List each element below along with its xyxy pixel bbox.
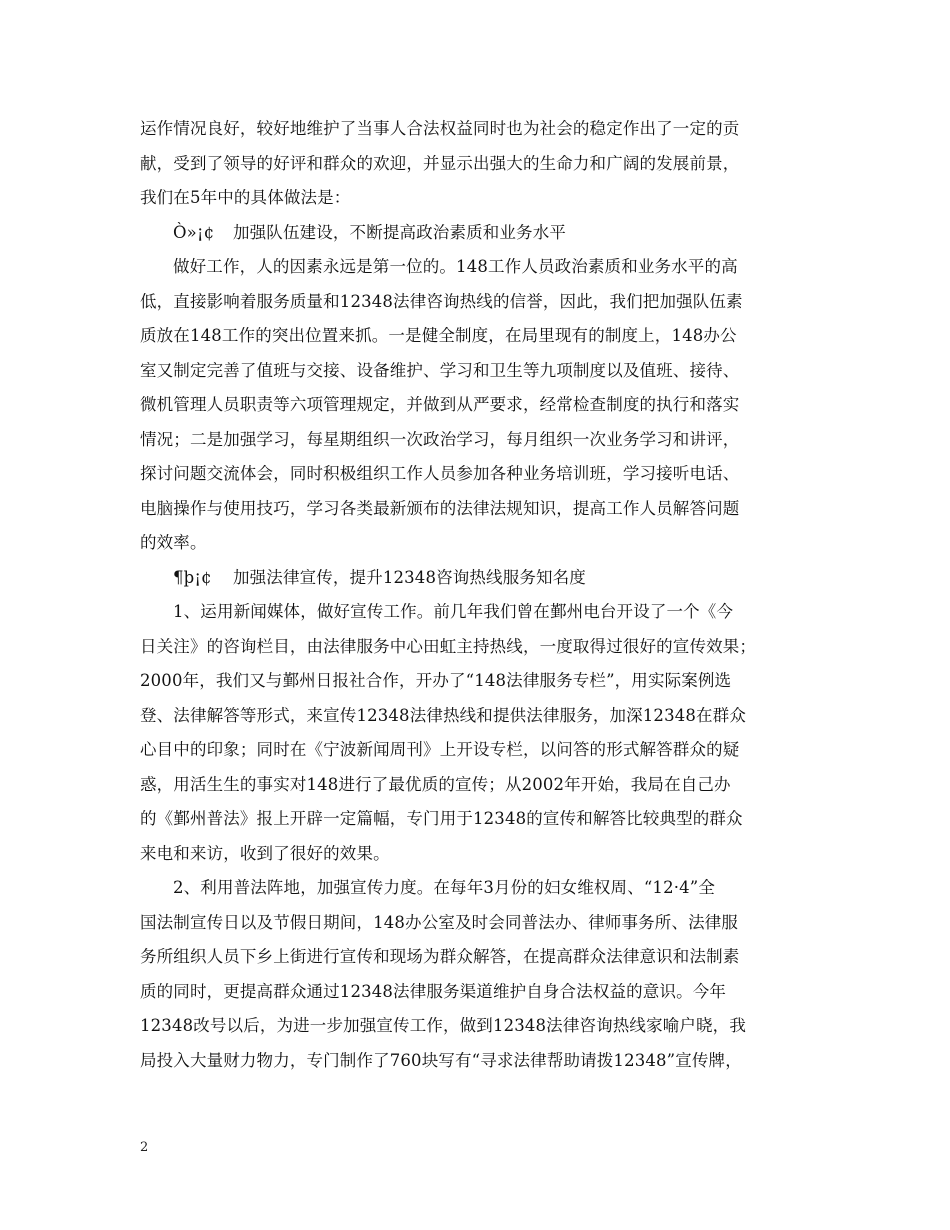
line-text: 登、法律解答等形式，来宣传12348法律热线和提供法律服务，加深12348在群众 [140,705,746,725]
text-line [140,181,830,216]
text-line [140,630,830,665]
line-text: 质的同时，更提高群众通过12348法律服务渠道维护自身合法权益的意识。今年 [140,981,727,1001]
text-line [140,699,830,734]
page-number: 2 [140,1140,149,1155]
text-line [140,250,830,285]
line-text: 加强队伍建设，不断提高政治素质和业务水平 [233,222,566,242]
text-line [140,906,830,941]
text-line [140,975,830,1010]
text-line [140,147,830,182]
text-line [140,492,830,527]
section-heading [140,561,830,596]
line-text: 的《鄞州普法》报上开辟一定篇幅，专门用于12348的宣传和解答比较典型的群众 [140,809,743,828]
text-line [140,285,830,320]
text-line [140,319,830,354]
text-line [140,388,830,423]
line-text: 国法制宣传日以及节假日期间，148办公室及时会同普法办、律师事务所、法律服 [140,912,739,932]
line-text: 做好工作，人的因素永远是第一位的。148工作人员政治素质和业务水平的高 [173,257,738,276]
text-line [140,802,830,837]
line-text: 2、利用普法阵地，加强宣传力度。在每年3月份的妇女维权周、“12·4”全 [173,878,716,897]
text-line [140,940,830,975]
line-text: 惑，用活生生的事实对148进行了最优质的宣传；从2002年开始，我局在自己办 [140,774,731,794]
line-text: 探讨问题交流体会，同时积极组织工作人员参加各种业务培训班，学习接听电话、 [140,464,740,483]
text-line [140,1044,830,1079]
line-text: 12348改号以后，为进一步加强宣传工作，做到12348法律咨询热线家喻户晓，我 [140,1016,746,1035]
text-line [140,871,830,906]
text-line [140,423,830,458]
text-line [140,837,830,872]
line-text: 的效率。 [140,533,207,552]
line-text: 心目中的印象；同时在《宁波新闻周刊》上开设专栏，以问答的形式解答群众的疑 [140,740,740,759]
line-text: 微机管理人员职责等六项管理规定，并做到从严要求，经常检查制度的执行和落实 [140,395,740,414]
line-text: 局投入大量财力物力，专门制作了760块写有“寻求法律帮助请拨12348”宣传牌， [140,1050,742,1070]
line-text: 务所组织人员下乡上街进行宣传和现场为群众解答，在提高群众法律意识和法制素 [140,947,740,966]
heading-marker: Ò»¡¢ [173,222,215,242]
line-text: 献，受到了领导的好评和群众的欢迎，并显示出强大的生命力和广阔的发展前景， [140,153,740,173]
text-line [140,595,830,630]
text-line [140,664,830,699]
text-line [140,733,830,768]
line-text: 日关注》的咨询栏目，由法律服务中心田虹主持热线，一度取得过很好的宣传效果； [140,636,757,656]
text-line [140,526,830,561]
line-text: 运作情况良好，较好地维护了当事人合法权益同时也为社会的稳定作出了一定的贡 [140,119,740,138]
text-line [140,768,830,803]
text-line [140,112,830,147]
line-text: 来电和来访，收到了很好的效果。 [140,843,390,863]
line-text: 室又制定完善了值班与交接、设备维护、学习和卫生等九项制度以及值班、接待、 [140,360,740,380]
line-text: 加强法律宣传，提升12348咨询热线服务知名度 [233,567,586,587]
text-line [140,1009,830,1044]
line-text: 电脑操作与使用技巧，学习各类最新颁布的法律法规知识，提高工作人员解答问题 [140,498,740,518]
line-text: 我们在5年中的具体做法是： [140,188,351,207]
heading-marker: ¶þ¡¢ [173,567,212,587]
line-text: 质放在148工作的突出位置来抓。一是健全制度，在局里现有的制度上，148办公 [140,326,737,345]
line-text: 1、运用新闻媒体，做好宣传工作。前几年我们曾在鄞州电台开设了一个《今 [173,602,734,621]
line-text: 低，直接影响着服务质量和12348法律咨询热线的信誉，因此，我们把加强队伍素 [140,291,743,311]
line-text: 2000年，我们又与鄞州日报社合作，开办了“148法律服务专栏”，用实际案例选 [140,671,732,690]
document-body [140,112,830,1078]
line-text: 情况；二是加强学习，每星期组织一次政治学习，每月组织一次业务学习和讲评， [140,429,740,449]
section-heading [140,216,830,251]
text-line [140,457,830,492]
text-line [140,354,830,389]
